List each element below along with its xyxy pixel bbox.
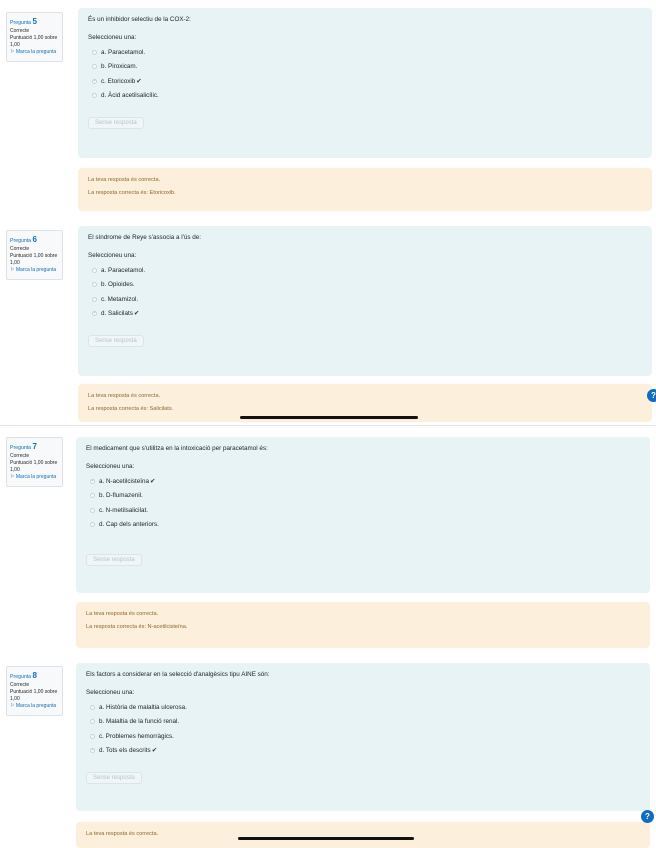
- question-text: És un inhibidor selectiu de la COX-2:: [88, 16, 191, 23]
- question-formulation: [76, 437, 650, 593]
- question-outcome: [78, 168, 652, 211]
- answer-prompt: Seleccioneu una:: [86, 463, 135, 470]
- flag-icon: ⚐: [10, 474, 15, 481]
- feedback-correct: La teva resposta és correcta.: [88, 176, 161, 183]
- home-indicator-bar: [240, 416, 418, 419]
- question-outcome: [76, 822, 650, 848]
- flag-icon: ⚐: [10, 49, 15, 56]
- radio-button[interactable]: [90, 719, 95, 724]
- flag-question-link[interactable]: ⚐ Marca la pregunta: [10, 474, 57, 481]
- feedback-correct: La teva resposta és correcta.: [86, 610, 159, 617]
- question-number: 8: [32, 671, 37, 680]
- answer-option[interactable]: b. Malaltia de la funció renal.: [86, 715, 640, 730]
- answer-option[interactable]: a. Paracetamol.: [88, 45, 642, 60]
- radio-button[interactable]: [92, 64, 97, 69]
- question-grade: Puntuació 1,00 sobre 1,00: [10, 688, 58, 703]
- answer-option-selected[interactable]: • d. Salicilats ✔: [93, 310, 140, 318]
- check-icon: ✔: [136, 77, 142, 85]
- radio-button[interactable]: [90, 522, 95, 527]
- answer-option[interactable]: b. Piroxicam.: [88, 60, 642, 75]
- feedback-right-answer: La resposta correcta és: Etoricoxib.: [88, 189, 176, 196]
- radio-button[interactable]: [92, 268, 97, 273]
- question-state: Correcte: [10, 681, 30, 688]
- answer-option[interactable]: d. Cap dels anteriors.: [86, 518, 640, 533]
- answer-option[interactable]: a. Història de malaltia ulcerosa.: [86, 700, 640, 715]
- question-formulation: [78, 8, 652, 158]
- question-formulation: [76, 663, 650, 811]
- flag-question-link[interactable]: ⚐ Marca la pregunta: [10, 49, 57, 56]
- question-number: 6: [32, 235, 37, 244]
- question-text: El síndrome de Reye s'associa a l'ús de:: [88, 234, 202, 241]
- help-button[interactable]: ?: [647, 389, 656, 402]
- answer-option-selected[interactable]: • a. N-acetilcisteïna ✔: [91, 477, 156, 485]
- radio-button-selected[interactable]: •: [93, 77, 96, 84]
- answer-option-selected[interactable]: • d. Tots els descrits ✔: [91, 747, 157, 755]
- check-icon: ✔: [150, 477, 156, 485]
- radio-button[interactable]: [90, 508, 95, 513]
- answer-option[interactable]: a. Paracetamol.: [88, 263, 642, 278]
- answer-option[interactable]: d. Àcid acetilsalicílic.: [88, 89, 642, 104]
- check-icon: ✔: [133, 310, 140, 318]
- question-label: Pregunta: [10, 674, 32, 680]
- answer-option-selected[interactable]: • c. Etoricoxib ✔: [93, 77, 142, 85]
- radio-button-selected[interactable]: •: [91, 747, 94, 754]
- question-info: [6, 437, 63, 487]
- feedback-correct: La teva resposta és correcta.: [88, 392, 161, 399]
- question-formulation: [78, 226, 652, 376]
- question-label: Pregunta: [10, 20, 32, 26]
- answer-option[interactable]: c. Metamizol.: [88, 292, 642, 307]
- question-info: [6, 666, 63, 716]
- question-grade: Puntuació 1,00 sobre 1,00: [10, 252, 58, 267]
- question-label: Pregunta: [10, 238, 32, 244]
- help-button[interactable]: ?: [641, 810, 654, 823]
- question-state: Correcte: [10, 27, 30, 34]
- radio-button-selected[interactable]: •: [91, 477, 94, 484]
- screenshot-divider: [0, 425, 656, 426]
- question-label: Pregunta: [10, 445, 32, 451]
- flag-question-link[interactable]: ⚐ Marca la pregunta: [10, 267, 57, 274]
- radio-button-selected[interactable]: •: [93, 310, 96, 317]
- radio-button[interactable]: [92, 282, 97, 287]
- question-text: Els factors a considerar en la selecció d'analgèsics tipu AINE són:: [86, 671, 270, 678]
- answer-option[interactable]: b. Opioides.: [88, 278, 642, 293]
- flag-icon: ⚐: [10, 703, 15, 710]
- question-outcome: [76, 602, 650, 648]
- feedback-correct: La teva resposta és correcta.: [86, 830, 159, 837]
- answer-prompt: Seleccioneu una:: [88, 34, 137, 41]
- radio-button[interactable]: [92, 50, 97, 55]
- radio-button[interactable]: [90, 705, 95, 710]
- question-info: [6, 230, 63, 280]
- question-info: [6, 12, 63, 62]
- answer-option[interactable]: c. Problemes hemorràgics.: [86, 729, 640, 744]
- feedback-right-answer: La resposta correcta és: N-acetilcisteïna.: [86, 623, 188, 630]
- answer-prompt: Seleccioneu una:: [88, 252, 137, 259]
- answer-prompt: Seleccioneu una:: [86, 689, 135, 696]
- clear-choice-button[interactable]: Sense resposta: [88, 117, 144, 129]
- radio-button[interactable]: [92, 93, 97, 98]
- radio-button[interactable]: [90, 734, 95, 739]
- radio-button[interactable]: [92, 297, 97, 302]
- answer-option[interactable]: c. N-metilsalicilat.: [86, 503, 640, 518]
- question-number: 5: [32, 17, 37, 26]
- clear-choice-button[interactable]: Sense resposta: [86, 772, 142, 784]
- question-state: Correcte: [10, 452, 30, 459]
- feedback-right-answer: La resposta correcta és: Salicilats.: [88, 405, 174, 412]
- flag-question-link[interactable]: ⚐ Marca la pregunta: [10, 703, 57, 710]
- question-grade: Puntuació 1,00 sobre 1,00: [10, 459, 58, 474]
- question-text: El medicament que s'utilitza en la intoxicació per paracetamol és:: [86, 445, 268, 452]
- question-grade: Puntuació 1,00 sobre 1,00: [10, 34, 58, 49]
- question-state: Correcte: [10, 245, 30, 252]
- check-icon: ✔: [151, 747, 157, 755]
- clear-choice-button[interactable]: Sense resposta: [88, 335, 144, 347]
- question-number: 7: [32, 442, 37, 451]
- home-indicator-bar: [238, 837, 414, 840]
- radio-button[interactable]: [90, 493, 95, 498]
- answer-option[interactable]: b. D-flumazenil.: [86, 489, 640, 504]
- clear-choice-button[interactable]: Sense resposta: [86, 554, 142, 566]
- flag-icon: ⚐: [10, 267, 15, 274]
